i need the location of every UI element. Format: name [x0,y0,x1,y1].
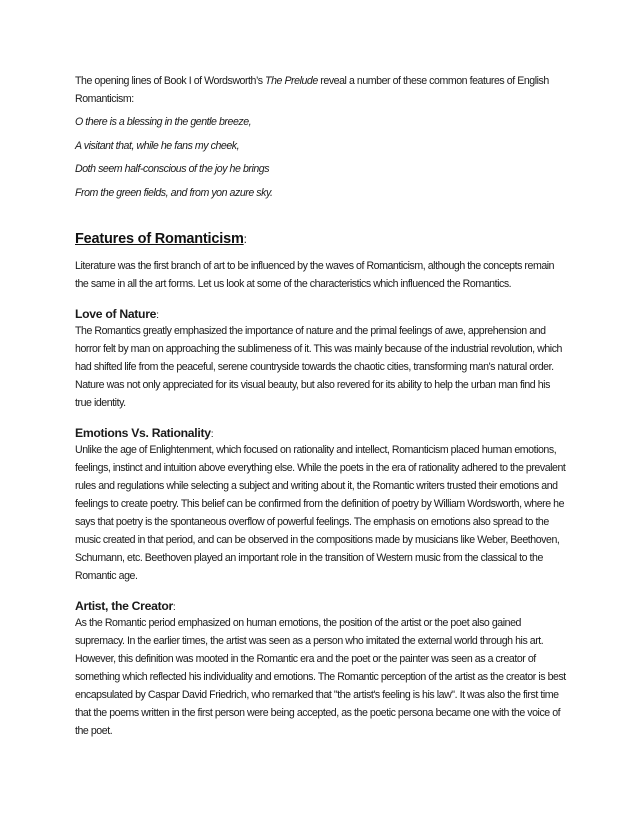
section-intro-paragraph: Literature was the first branch of art to be influenced by the waves of Romanticism, although the concepts remain the same in all the art forms. Let us look at some of the characteristics which influenced the Romantics. [75,260,555,291]
document-page [75,72,567,740]
subsection-heading-emotions-vs-rationality [75,426,567,440]
poem-excerpt [75,113,567,203]
subsection-heading-colon: : [210,428,214,441]
subsection-heading-text: Artist, the Creator [75,599,173,614]
subsection-body-emotions-vs-rationality: Unlike the age of Enlightenment, which focused on rationality and intellect, Romanticism placed human emotions, feelings, instinct and intuition above everything else. While the poets in the era of rationality adhered to the prevalent rules and regulations while selecting a subject and writing about it, the Romantic writers trusted their emotions and feelings to create poetry. This belief can be confirmed from the definition of poetry by William Wordsworth, where he says that poetry is the spontaneous overflow of powerful feelings. The emphasis on emotions also spread to the music created in that period, and can be observed in the compositions made by musicians like Weber, Beethoven, Schumann, etc. Beethoven played an important role in the transition of Western music from the classical to the Romantic age. [75,444,566,583]
subsection-heading-colon: : [156,309,159,322]
subsection-heading-text: Emotions Vs. Rationality [75,426,211,441]
subsection-body-artist-the-creator: As the Romantic period emphasized on human emotions, the position of the artist or the poet also gained supremacy. In the earlier times, the artist was seen as a person who imitated the external world through his art. However, this definition was mooted in the Romantic era and the poet or the painter was seen as a creator of something which reflected his individuality and emotions. The Romantic perception of the artist as the creator is best encapsulated by Caspar David Friedrich, who remarked that "the artist's feeling is his law". It was also the first time that the poems written in the first person were being accepted, as the poetic persona became one with the voice of the poet. [75,617,566,738]
poem-line: A visitant that, while he fans my cheek, [75,139,240,152]
poem-line: O there is a blessing in the gentle breeze, [75,116,252,128]
subsection-heading-love-of-nature [75,307,567,321]
subsection-heading-text: Love of Nature [75,307,157,322]
intro-text-end: reveal a number of these common features of English Romanticism: [75,75,549,105]
section-heading-colon: : [243,232,247,247]
section-heading-text: Features of Romanticism [75,231,244,248]
poem-line: From the green fields, and from yon azure sky. [75,187,273,200]
section-heading [75,231,567,247]
poem-line: Doth seem half-conscious of the joy he brings [75,163,270,176]
subsection-heading-artist-the-creator [75,599,567,613]
subsection-body-love-of-nature: The Romantics greatly emphasized the importance of nature and the primal feelings of awe, apprehension and horror felt by man on approaching the sublimeness of it. This was mainly because of the industrial revolution, which had shifted life from the peaceful, serene countryside towards the chaotic cities, transforming man's natural order. Nature was not only appreciated for its visual beauty, but also revered for its ability to help the urban man find his true identity. [75,325,562,410]
intro-paragraph [75,72,567,108]
intro-text: The opening lines of Book I of Wordsworth’s [75,75,266,87]
book-title: The Prelude [265,75,318,87]
subsection-heading-colon: : [172,601,176,614]
